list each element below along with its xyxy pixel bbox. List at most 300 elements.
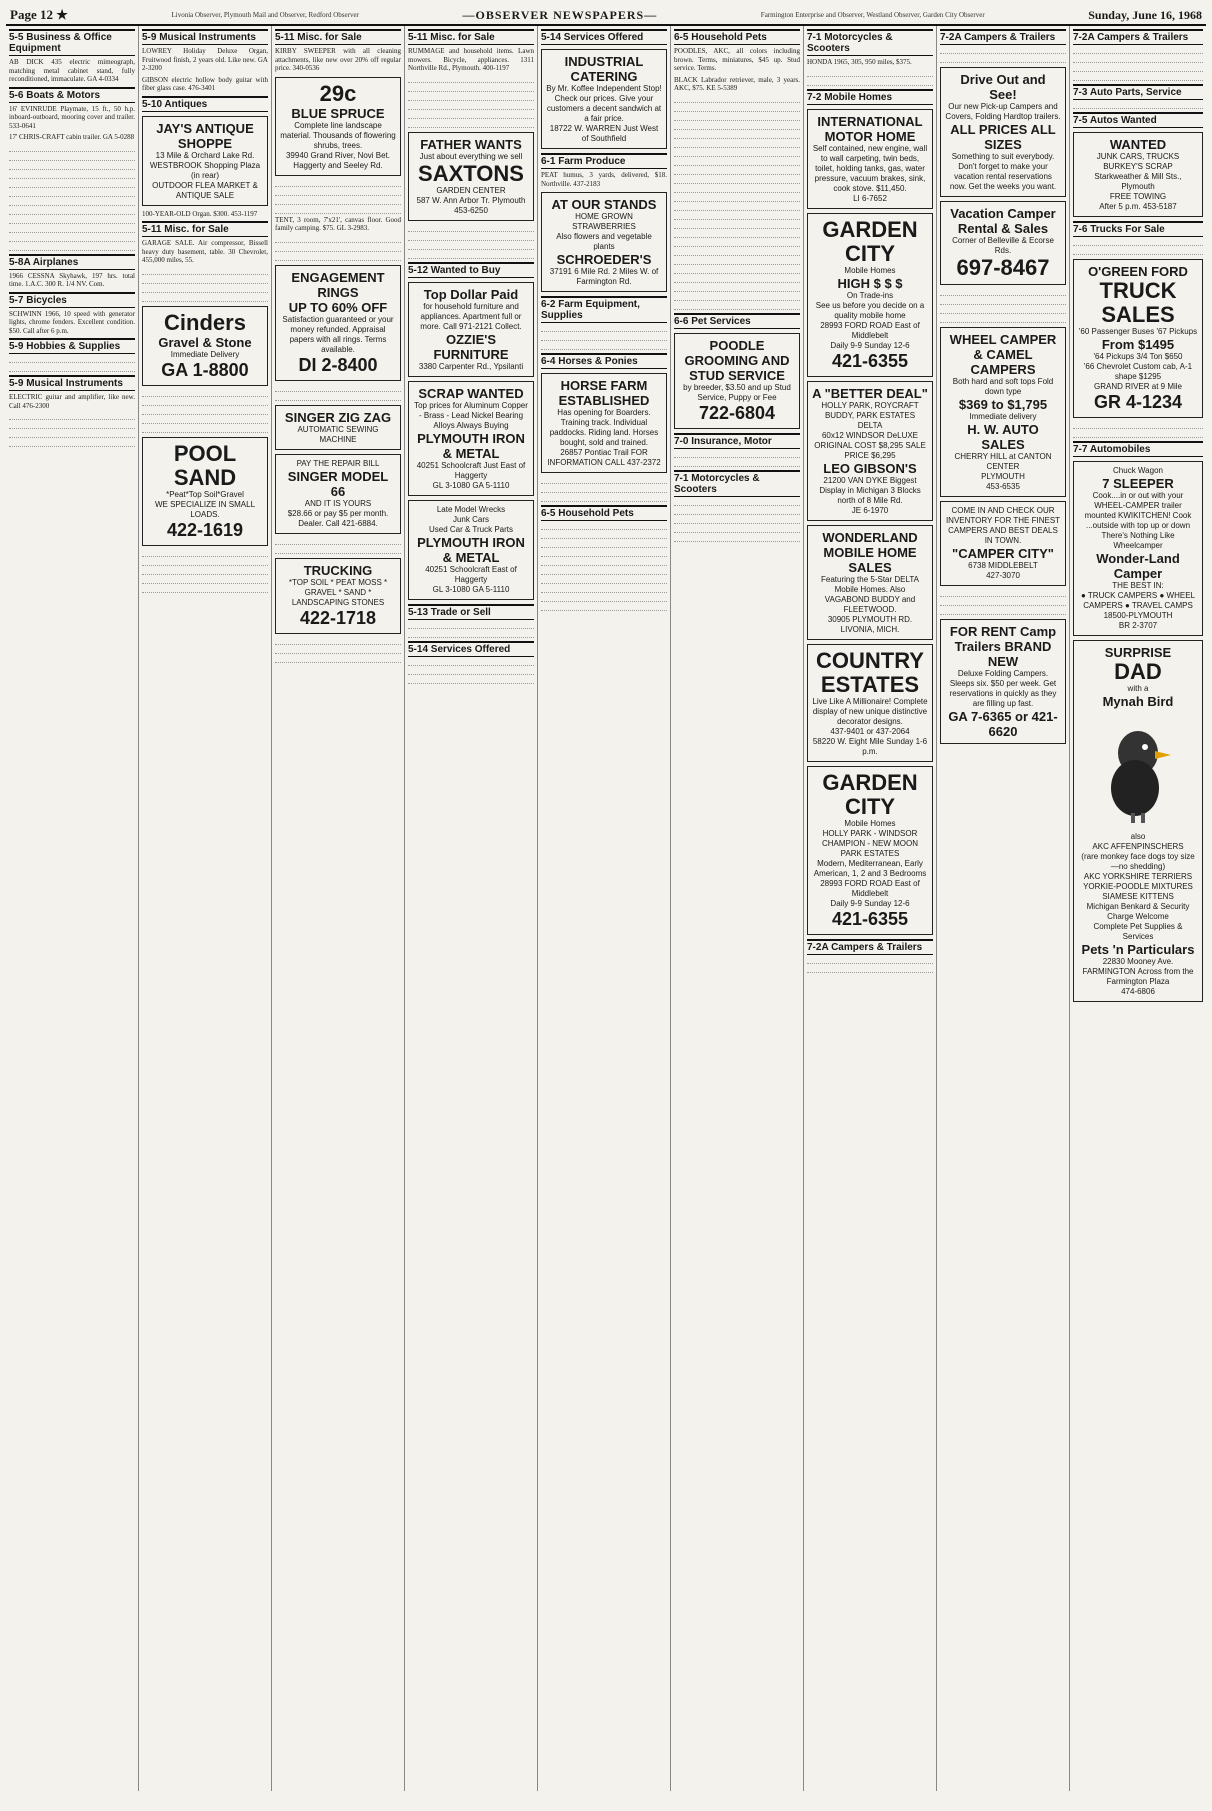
text-filler [1073,431,1203,438]
ad-subtitle: *Peat*Top Soil*Gravel [166,489,244,499]
text-filler [807,70,933,77]
ad-phone: DI 2-8400 [298,354,378,375]
section-heading: 5-9 Musical Instruments [9,375,135,391]
section-heading: 7-5 Autos Wanted [1073,112,1203,128]
text-filler [541,550,667,557]
text-filler [142,295,268,302]
section-heading: 6-5 Household Pets [541,505,667,521]
ad-text: See us before you decide on a quality mobile home [815,300,925,320]
column-4 [405,26,538,1791]
text-filler [142,390,268,397]
text-filler [275,180,401,187]
classified-ad: POODLES, AKC, all colors including brown. Terms, miniatures, $45 up. Stud service. Terms. [674,47,800,72]
ad-phone: LI 6-7652 [853,193,887,203]
ad-title: Late Model Wrecks [436,504,506,514]
ad-subtitle: UP TO 60% OFF [288,299,388,315]
ad-text: Also flowers and vegetable plants [556,232,652,251]
section-heading: 7-3 Auto Parts, Service [1073,84,1203,100]
ad-title: AT OUR STANDS [551,197,657,212]
leo-gibsons-ad [807,381,933,521]
ad-address: 58220 W. Eight Mile Sunday 1-6 p.m. [812,736,928,756]
text-filler [674,303,800,310]
singer-zigzag-ad [275,405,401,450]
ad-subtitle: Mynah Bird [1102,694,1174,709]
ad-address: 28993 FORD ROAD East of Middlebelt [820,320,920,340]
ad-title: Drive Out and See! [960,72,1046,102]
text-filler [275,656,401,663]
text-filler [275,189,401,196]
text-filler [674,508,800,515]
strawberries-ad [541,192,667,292]
section-heading: 7-2 Mobile Homes [807,89,933,105]
newspaper-page [6,6,1206,1796]
column-8 [937,26,1070,1791]
ad-address: 30905 PLYMOUTH RD. LIVONIA, MICH. [827,614,913,634]
text-filler [940,298,1066,305]
ad-text: Our new Pick-up Campers and Covers, Folding Hardtop trailers. [945,102,1061,121]
classified-ad: 100-YEAR-OLD Organ. $300. 453-1197 [142,209,258,218]
classified-columns [6,26,1206,1791]
text-filler [9,235,135,242]
classified-ad: 16' EVINRUDE Playmate, 15 ft., 50 h.p. inboard-outboard, mooring cover and trailer. 533-0641 [9,104,135,130]
engagement-rings-ad [275,265,401,381]
text-filler [408,243,534,250]
ad-price: $369 to $1,795 [958,397,1048,412]
ad-text: Just about everything we sell [419,151,523,161]
ad-title: SINGER ZIG ZAG [284,409,392,425]
text-filler [9,365,135,372]
ozzies-furniture-ad [408,282,534,377]
ad-address: 40251 Schoolcraft East of Haggerty [425,564,517,584]
text-filler [674,105,800,112]
text-filler [9,181,135,188]
ad-title: Cinders [164,309,246,335]
ad-headline: ALL PRICES ALL SIZES [950,122,1056,152]
text-filler [674,231,800,238]
ad-title: A "BETTER DEAL" [812,385,928,401]
text-filler [9,145,135,152]
ad-company: "CAMPER CITY" [952,546,1054,561]
text-filler [9,244,135,251]
text-filler [541,532,667,539]
section-heading: 5-11 Misc. for Sale [408,29,534,45]
ad-title: INDUSTRIAL CATERING [564,54,644,84]
ad-title: PAY THE REPAIR BILL [296,458,380,468]
ad-address: CHERRY HILL at CANTON CENTER [954,452,1052,471]
text-filler [408,659,534,666]
text-filler [408,668,534,675]
ad-text: SIAMESE KITTENS [1102,892,1174,901]
section-heading: 5-7 Bicycles [9,292,135,308]
ad-title: POODLE GROOMING AND STUD SERVICE [684,337,790,383]
ad-phone: GR 4-1234 [1093,392,1183,412]
ad-title: GARDEN CITY [822,216,918,266]
text-filler [275,254,401,261]
text-filler [408,622,534,629]
ad-phone: 421-6355 [831,908,909,929]
ad-hours: Daily 9-9 Sunday 12-6 [830,898,910,908]
text-filler [9,190,135,197]
text-filler [1073,248,1203,255]
section-heading: 7-2A Campers & Trailers [940,29,1066,45]
camper-city-ad [940,501,1066,586]
text-filler [541,325,667,332]
ad-address: 3380 Carpenter Rd., Ypsilanti [418,361,524,371]
text-filler [674,123,800,130]
text-filler [142,586,268,593]
masthead-title: —OBSERVER NEWSPAPERS— [462,7,658,22]
text-filler [541,523,667,530]
text-filler [674,186,800,193]
garden-city-mobile-homes-ad [807,213,933,377]
text-filler [674,294,800,301]
ad-text: HOLLY PARK, ROYCRAFT BUDDY, PARK ESTATES DELTA [821,400,919,430]
ad-address: 18722 W. WARREN Just West of Southfield [549,124,659,143]
ad-company: Pets 'n Particulars [1081,942,1195,957]
section-heading: 5-11 Misc. for Sale [275,29,401,45]
classified-ad: TENT, 3 room, 7'x21', canvas floor. Good family camping. $75. GL 3-2983. [275,215,401,232]
ad-text: AKC YORKSHIRE TERRIERS [1083,872,1193,881]
text-filler [142,286,268,293]
classified-ad: LOWREY Holiday Deluxe Organ, Fruitwood finish, 2 years old. Like new. GA 2-3200 [142,47,268,72]
ad-text: '64 Pickups 3/4 Ton $650 [1093,352,1183,361]
ad-title: Chuck Wagon [1113,466,1163,475]
section-heading: 6-6 Pet Services [674,313,800,329]
drive-out-ad [940,67,1066,197]
text-filler [408,121,534,128]
text-filler [1073,65,1203,72]
ad-phone: GA 1-8800 [161,359,249,380]
ad-subtitle: 7 SLEEPER [1102,476,1174,491]
text-filler [541,343,667,350]
text-filler [541,334,667,341]
classified-ad: GIBSON electric hollow body guitar with fiber glass case. 476-3401 [142,75,268,92]
ad-text: Cook....in or out with your WHEEL-CAMPER trailer mounted KWIKITCHEN! Cook ...outside with top up or down [1084,491,1192,530]
text-filler [9,422,135,429]
ad-text: Both hard and soft tops Fold down type [952,377,1054,396]
classified-ad: RUMMAGE and household items. Lawn mowers. Bicycle, appliances. 1311 Northville Rd., Plymouth. 400-1197 [408,47,534,72]
ad-phone: 453-6535 [986,482,1020,491]
ad-title: ENGAGEMENT RINGS [291,269,385,300]
text-filler [674,526,800,533]
ad-price: From $1495 [1101,337,1175,352]
ad-text: Michigan Benkard & Security Charge Welcome [1086,902,1190,921]
text-filler [408,85,534,92]
ad-address: 37191 6 Mile Rd. 2 Miles W. of Farmington Rd. [549,267,659,286]
pets-n-particulars-ad [1073,640,1203,1002]
masthead-right-papers: Farmington Enterprise and Observer, Westland Observer, Garden City Observer [760,11,985,19]
text-filler [541,604,667,611]
section-heading: 5-12 Wanted to Buy [408,262,534,278]
antique-shop-ad [142,116,268,206]
ad-phone: GL 3-1080 GA 5-1110 [432,584,510,594]
ad-address: 22830 Mooney Ave. FARMINGTON Across from the Farmington Plaza [1082,957,1194,986]
text-filler [1073,422,1203,429]
ad-address: GRAND RIVER at 9 Mile [1093,382,1183,391]
text-filler [9,217,135,224]
industrial-catering-ad [541,49,667,149]
ad-title: COUNTRY ESTATES [816,647,924,697]
ad-phone: 422-1718 [299,607,377,628]
ogreen-ford-ad [1073,259,1203,418]
for-rent-camp-trailers-ad [940,619,1066,744]
ad-address: 28993 FORD ROAD East of Middlebelt [820,878,920,898]
text-filler [940,56,1066,63]
text-filler [142,408,268,415]
ad-address: 26857 Pontiac Trail FOR INFORMATION CALL 437-2372 [547,448,661,467]
text-filler [674,285,800,292]
section-heading: 5-10 Antiques [142,96,268,112]
ad-headline: HIGH $ $ $ [837,275,903,291]
text-filler [408,677,534,684]
text-filler [674,535,800,542]
masthead-left-papers: Livonia Observer, Plymouth Mail and Observer, Redford Observer [171,11,359,19]
text-filler [541,477,667,484]
section-heading: 6-4 Horses & Ponies [541,353,667,369]
text-filler [940,316,1066,323]
text-filler [275,385,401,392]
masthead [6,6,1206,26]
text-filler [142,577,268,584]
section-heading: 5-14 Services Offered [541,29,667,45]
section-heading: 5-14 Services Offered [408,641,534,657]
text-filler [674,114,800,121]
pool-sand-ad [142,437,268,546]
classified-ad: BLACK Labrador retriever, male, 3 years. AKC, $75. KE 5-5389 [674,75,800,92]
ad-text: by breeder, $3.50 and up Stud Service, Puppy or Fee [683,382,791,402]
ad-phone: BR 2-3707 [1118,621,1158,630]
ad-phone: JE 6-1970 [851,505,889,515]
ad-address: Starkweather & Mill Sts., Plymouth [1094,172,1182,191]
ad-company: O'GREEN FORD [1088,264,1188,279]
column-1 [6,26,139,1791]
ad-price: ORIGINAL COST $8,295 SALE PRICE $6,295 [814,440,926,460]
ad-text: HOLLY PARK - WINDSOR CHAMPION - NEW MOON PARK ESTATES [822,828,918,858]
section-heading: 7-2A Campers & Trailers [1073,29,1203,45]
section-heading: 7-1 Motorcycles & Scooters [807,29,933,56]
text-filler [142,399,268,406]
ad-title: FOR RENT Camp Trailers BRAND NEW [949,624,1057,669]
ad-phone: 421-6355 [831,350,909,371]
section-heading: 5-5 Business & Office Equipment [9,29,135,56]
text-filler [408,225,534,232]
section-heading: 6-1 Farm Produce [541,153,667,169]
section-heading: 5-13 Trade or Sell [408,604,534,620]
trucking-ad [275,558,401,634]
text-filler [541,577,667,584]
ad-subtitle: By Mr. Koffee Independent Stop! [546,84,662,93]
text-filler [275,394,401,401]
ad-text: AKC AFFENPINSCHERS [1092,842,1184,851]
country-estates-ad [807,644,933,762]
text-filler [408,112,534,119]
section-heading: 7-1 Motorcycles & Scooters [674,470,800,497]
ad-phone: 422-1619 [166,519,244,540]
text-filler [674,159,800,166]
ad-address: 587 W. Ann Arbor Tr. Plymouth 453-6250 [416,195,526,215]
section-heading: 5-6 Boats & Motors [9,87,135,103]
ad-text: YORKIE-POODLE MIXTURES [1083,882,1193,891]
ad-text: also [1130,832,1146,841]
text-filler [940,289,1066,296]
ad-title: JAY'S ANTIQUE SHOPPE [156,120,254,151]
section-heading: 5-9 Hobbies & Supplies [9,338,135,354]
text-filler [9,172,135,179]
text-filler [541,568,667,575]
ad-text: ● TRUCK CAMPERS ● WHEEL CAMPERS ● TRAVEL CAMPS [1081,591,1195,610]
ad-title: HORSE FARM ESTABLISHED [558,378,650,408]
text-filler [408,94,534,101]
ad-company: PLYMOUTH IRON & METAL [417,534,525,565]
text-filler [1073,47,1203,54]
column-3 [272,26,405,1791]
ad-phone: 474-6806 [1121,987,1155,996]
text-filler [674,267,800,274]
classified-ad: ELECTRIC guitar and amplifier, like new. Call 476-2300 [9,393,135,410]
ad-text: Has opening for Boarders. Training track. Individual paddocks. Riding land. Horses bought, sold and trained. [549,408,659,447]
text-filler [9,440,135,447]
text-filler [142,417,268,424]
ad-company: LEO GIBSON'S [823,460,917,476]
text-filler [674,96,800,103]
text-filler [940,599,1066,606]
ad-address: 13 Mile & Orchard Lake Rd. WESTBROOK Shopping Plaza (in rear) [149,150,261,180]
text-filler [9,154,135,161]
classified-ad: GARAGE SALE. Air compressor, Bissell heavy duty basement, table. 30 Chevrolet, 455,000 miles, 55. [142,239,268,264]
ad-text: Deluxe Folding Campers. Sleeps six. $50 per week. Get reservations in quickly as they are filling up fast. [949,669,1057,708]
ad-text: Junk Cars [452,514,489,524]
ad-headline: DAD [1114,659,1162,684]
text-filler [408,234,534,241]
ad-title: WANTED [1109,137,1167,152]
ad-subtitle: HOME GROWN STRAWBERRIES [572,212,636,231]
section-heading: 6-2 Farm Equipment, Supplies [541,296,667,323]
ad-title: WHEEL CAMPER & CAMEL CAMPERS [949,332,1057,377]
ad-text: Featuring the 5-Star DELTA Mobile Homes. Also VAGABOND BUDDY and FLEETWOOD. [821,574,919,614]
ad-title: FATHER WANTS [420,136,522,152]
text-filler [142,568,268,575]
ad-title: INTERNATIONAL MOTOR HOME [817,113,923,144]
text-filler [275,198,401,205]
ad-subtitle: GARDEN CENTER [436,185,506,195]
ad-company: OZZIE'S FURNITURE [433,331,509,362]
section-heading: 7-6 Trucks For Sale [1073,221,1203,237]
text-filler [674,276,800,283]
ad-text: Immediate Delivery [170,349,240,359]
wheel-camper-ad [940,327,1066,497]
text-filler [674,168,800,175]
text-filler [541,486,667,493]
column-2 [139,26,272,1791]
singer-repair-ad [275,454,401,534]
text-filler [541,541,667,548]
text-filler [674,517,800,524]
text-filler [9,431,135,438]
classified-ad: AB DICK 435 electric mimeograph, matching metal cabinet stand, fully reconditioned, immaculate. GA 4-0334 [9,58,135,83]
ad-price: 29c [319,80,357,106]
horse-farm-ad [541,373,667,473]
ad-text: for household furniture and appliances. Apartment full or more. Call 971-2121 Collect. [420,301,522,331]
section-heading: 5-11 Misc. for Sale [142,221,268,237]
ad-text: Satisfaction guaranteed or your money refunded. Appraisal papers with all rings. Terms available. [282,314,394,354]
ad-text: Complete Pet Supplies & Services [1093,922,1183,941]
column-9 [1070,26,1206,1791]
text-filler [940,307,1066,314]
ad-text: AND IT IS YOURS [304,498,372,508]
ad-text: On Trade-ins [846,290,894,300]
text-filler [142,550,268,557]
ad-text: Immediate delivery [969,412,1037,421]
text-filler [940,608,1066,615]
ad-text: Live Like A Millionaire! Complete display of new unique distinctive decorator designs. [812,696,928,726]
text-filler [275,236,401,243]
ad-title: BLUE SPRUCE [291,105,385,121]
text-filler [275,547,401,554]
ad-title: Vacation Camper Rental & Sales [950,206,1056,236]
text-filler [9,199,135,206]
text-filler [9,226,135,233]
ad-company: PLYMOUTH IRON & METAL [417,430,525,461]
ad-address: 6738 MIDDLEBELT [968,561,1038,570]
ad-text: $28.66 or pay $5 per month. Dealer. Call 421-6884. [287,508,389,528]
text-filler [541,595,667,602]
late-model-wrecks-ad [408,500,534,600]
text-filler [674,141,800,148]
text-filler [674,240,800,247]
section-heading: 6-5 Household Pets [674,29,800,45]
wonderland-mobile-homes-ad [807,525,933,640]
text-filler [275,638,401,645]
saxtons-ad [408,132,534,221]
ad-text: There's Nothing Like Wheelcamper [1101,531,1175,550]
ad-text: Modern, Mediterranean, Early American, 1, 2 and 3 Bedrooms [813,858,927,878]
text-filler [9,356,135,363]
text-filler [674,258,800,265]
ad-city: PLYMOUTH [981,472,1025,481]
text-filler [674,132,800,139]
text-filler [142,268,268,275]
ad-text: COME IN AND CHECK OUR INVENTORY FOR THE FINEST CAMPERS AND BEST DEALS IN TOWN. [945,506,1061,545]
ad-text: Something to suit everybody. Don't forget to make your vacation rental reservations now. Get the weeks you want. [949,152,1057,191]
column-7 [804,26,937,1791]
ad-text: '66 Chevrolet Custom cab, A-1 shape $1295 [1083,362,1193,381]
text-filler [940,590,1066,597]
text-filler [9,163,135,170]
text-filler [674,150,800,157]
classified-ad: 1966 CESSNA Skyhawk, 197 hrs. total time. 1.A.C. 300 R. 1/4 NV. Com. [9,271,135,288]
text-filler [1073,56,1203,63]
ad-text: Self contained, new engine, wall to wall carpeting, twin beds, toilet, holding tanks, gas, water pressure, vacuum brakes, sink, cook stove. $11,450. [812,143,928,193]
text-filler [674,249,800,256]
ad-address: 18500-PLYMOUTH [1103,611,1173,620]
text-filler [807,966,933,973]
ad-title: SCRAP WANTED [418,385,524,401]
text-filler [408,103,534,110]
ad-title: Top Dollar Paid [423,286,519,302]
text-filler [674,222,800,229]
ad-text: Used Car & Truck Parts [428,524,514,534]
classified-ad: SCHWINN 1966, 10 speed with generator lights, chrome fenders. Excellent condition. $50. Call after 6 p.m. [9,309,135,335]
text-filler [142,426,268,433]
text-filler [541,586,667,593]
ad-title: TRUCK SALES [1099,278,1177,327]
ad-text: FREE TOWING [1109,192,1167,201]
text-filler [674,451,800,458]
ad-text: Top prices for Aluminum Copper - Brass - Lead Nickel Bearing Alloys Always Buying [414,400,528,430]
ad-subtitle: SINGER MODEL 66 [287,468,389,499]
masthead-date: Sunday, June 16, 1968 [1088,7,1202,22]
international-motor-home-ad [807,109,933,209]
